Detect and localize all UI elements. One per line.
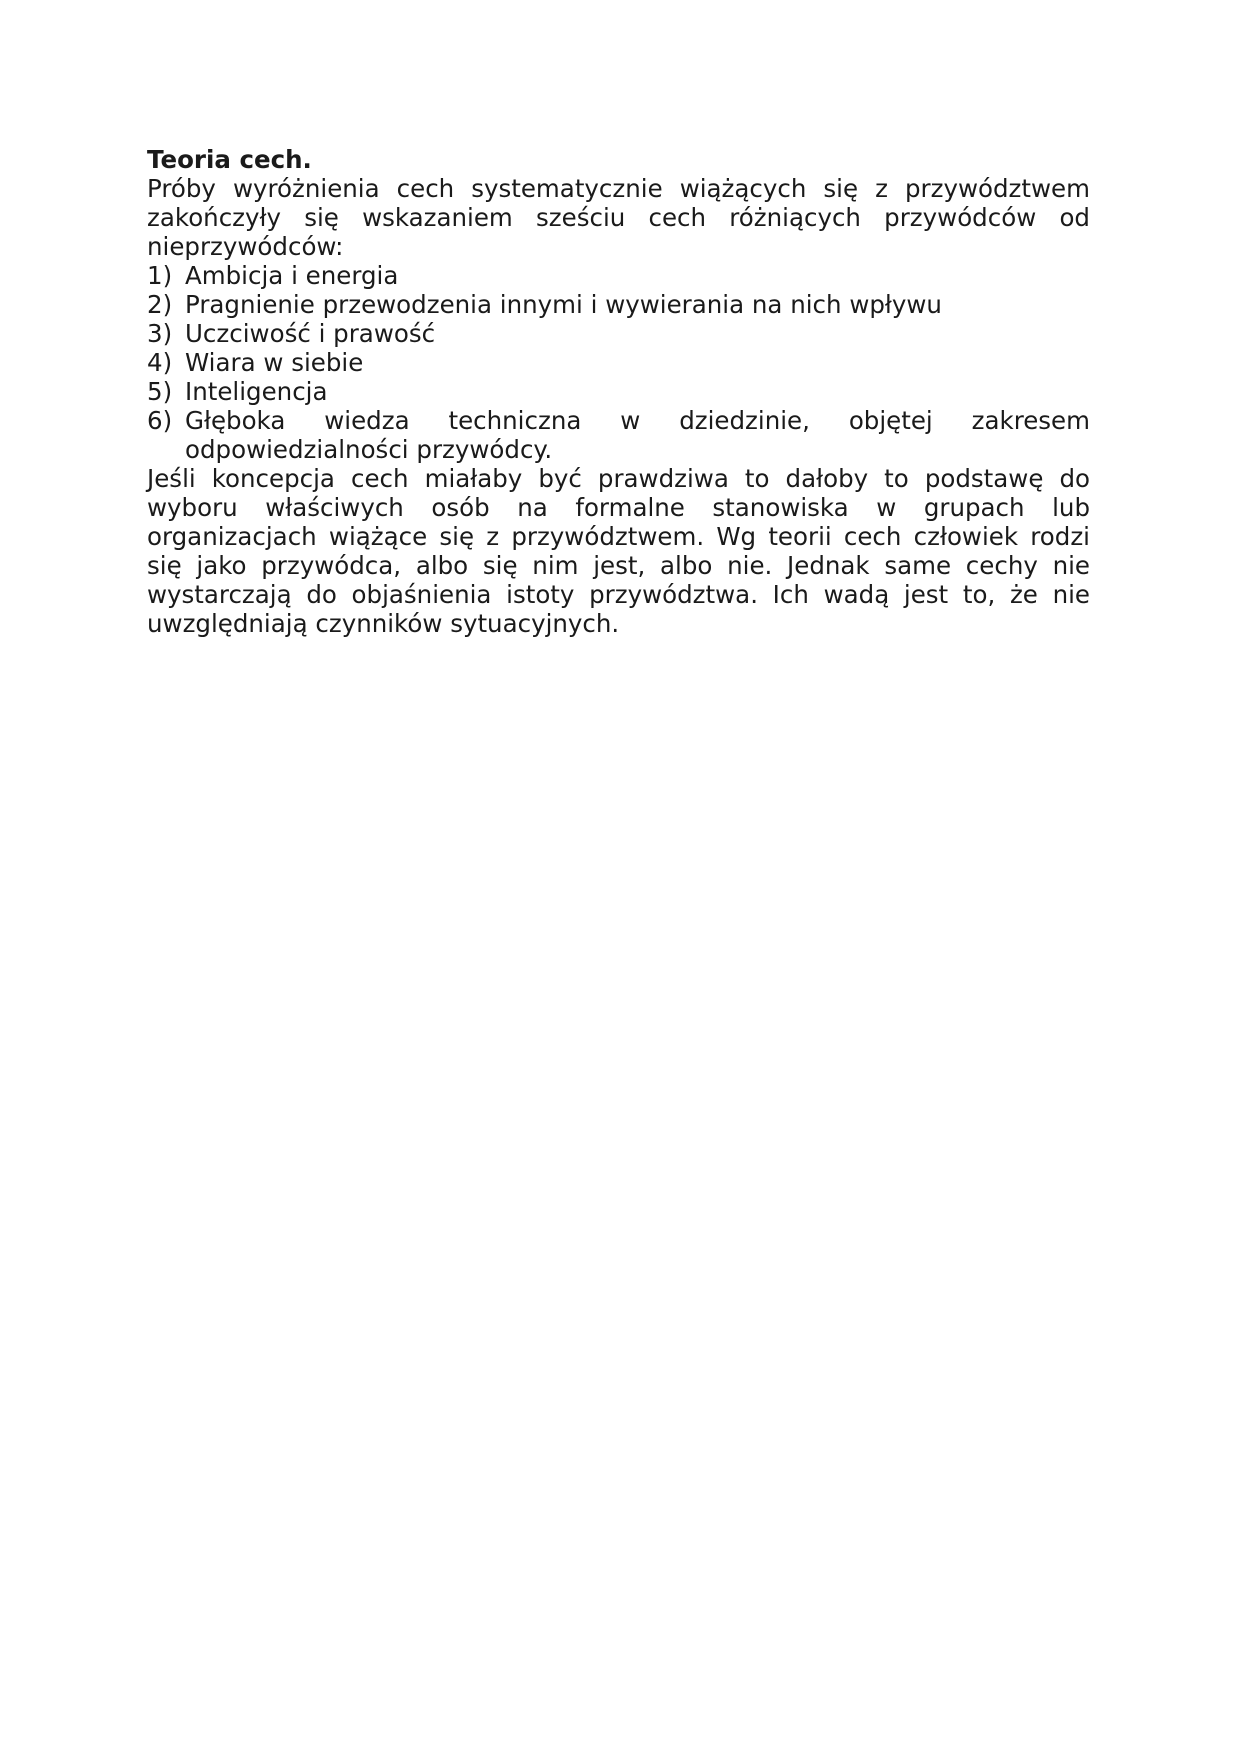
list-item [147,406,1090,464]
document-title: Teoria cech. [147,145,312,174]
list-item-number: 1) [147,261,173,290]
list-item-text: Uczciwość i prawość [185,319,436,348]
document-page [147,145,1090,638]
intro-paragraph: Próby wyróżnienia cech systematycznie wiążących się z przywództwem zakończyły się wskazaniem sześciu cech różniących przywódców od nieprzywódców: [147,174,1090,261]
list-item-text: Ambicja i energia [185,261,399,290]
list-item [147,377,1090,406]
list-item-number: 4) [147,348,173,377]
list-item [147,290,1090,319]
list-item [147,261,1090,290]
conclusion-paragraph: Jeśli koncepcja cech miałaby być prawdziwa to dałoby to podstawę do wyboru właściwych osób na formalne stanowiska w grupach lub organizacjach wiążące się z przywództwem. Wg teorii cech człowiek rodzi się jako przywódca, albo się nim jest, albo nie. Jednak same cechy nie wystarczają do objaśnienia istoty przywództwa. Ich wadą jest to, że nie uwzględniają czynników sytuacyjnych. [147,464,1090,638]
list-item-text: Głęboka wiedza techniczna w dziedzinie, objętej zakresem odpowiedzialności przywódcy. [185,406,1090,464]
list-item-text: Inteligencja [185,377,328,406]
list-item-number: 5) [147,377,173,406]
traits-list [147,261,1090,464]
list-item-number: 3) [147,319,173,348]
list-item-number: 2) [147,290,173,319]
list-item-text: Pragnienie przewodzenia innymi i wywierania na nich wpływu [185,290,942,319]
list-item [147,348,1090,377]
list-item-number: 6) [147,406,173,435]
list-item [147,319,1090,348]
list-item-text: Wiara w siebie [185,348,364,377]
